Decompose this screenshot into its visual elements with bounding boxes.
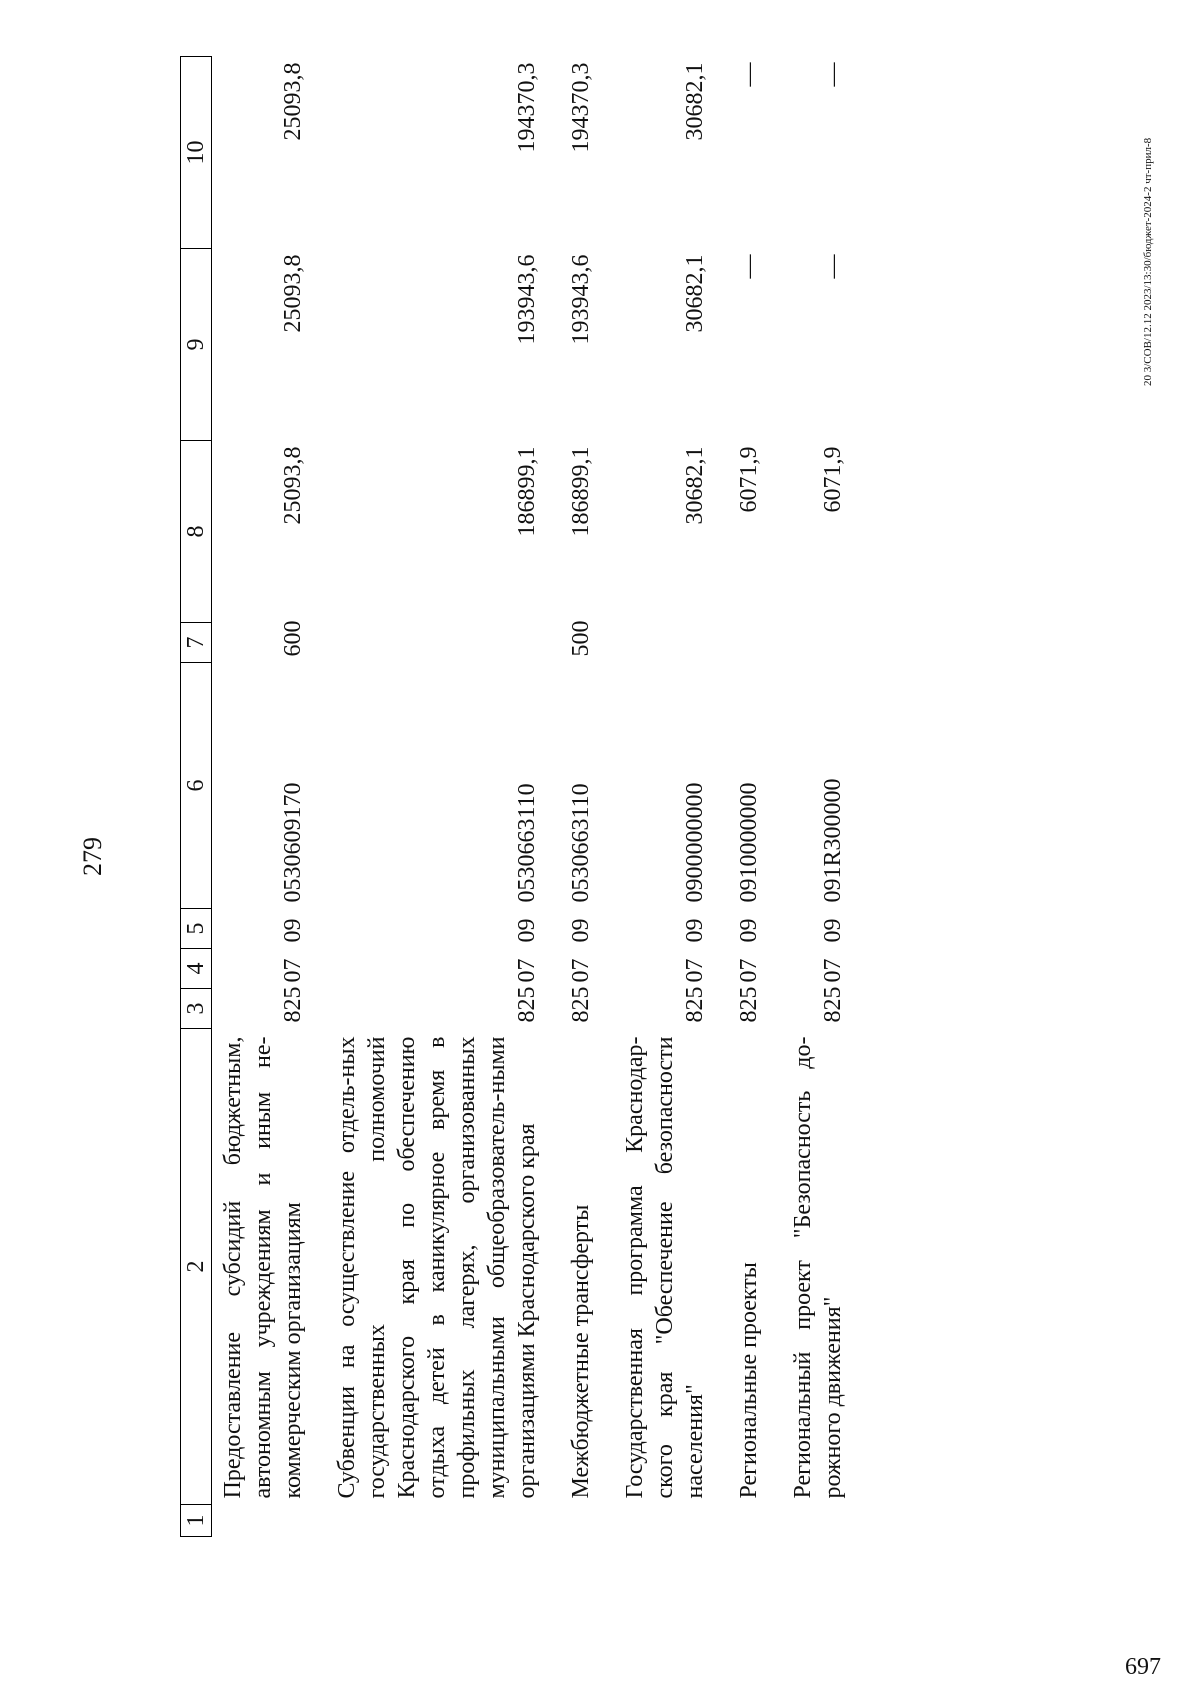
column-header: 6 — [181, 663, 212, 909]
table-row — [542, 57, 596, 1537]
cell-amount-3: 30682,1 — [682, 62, 708, 141]
cell-subsection: 09 — [568, 918, 594, 943]
budget-table — [180, 56, 848, 1537]
cell-expense-type — [596, 623, 710, 663]
cell-subsection: 09 — [736, 918, 762, 943]
cell-target-article: 0910000000 — [736, 782, 762, 903]
cell-amount-1: 6071,9 — [736, 446, 762, 513]
cell-target-article: 0530663110 — [514, 783, 540, 903]
cell-section: 07 — [280, 958, 306, 983]
cell-ministry: 825 — [568, 986, 594, 1023]
column-header: 5 — [181, 909, 212, 949]
column-header: 9 — [181, 249, 212, 441]
cell-target-article: 0530663110 — [568, 783, 594, 903]
cell-amount-2: 193943,6 — [514, 254, 540, 345]
row-name: Региональный проект "Безопасность до-рожного движения" — [790, 1036, 846, 1499]
cell-section: 07 — [568, 958, 594, 983]
column-header: 4 — [181, 949, 212, 989]
cell-ministry: 825 — [280, 986, 306, 1023]
cell-ministry: 825 — [736, 986, 762, 1023]
table-row — [308, 57, 542, 1537]
cell-amount-2: 193943,6 — [568, 254, 594, 345]
cell-expense-type: 500 — [568, 620, 594, 657]
cell-expense-type: 600 — [280, 620, 306, 657]
row-name: Субвенции на осуществление отдель-ных государственных полномочий Краснодарского края по обеспечению отдыха детей в каникулярное время в профильных лагерях, организованных муниципальными общеобразователь-ными организациями Краснодарского края — [334, 1036, 540, 1499]
cell-section: 07 — [736, 958, 762, 983]
cell-expense-type — [308, 623, 542, 663]
cell-amount-2: 25093,8 — [280, 254, 306, 333]
cell-amount-2: — — [820, 254, 846, 279]
column-header: 10 — [181, 57, 212, 249]
row-name: Предоставление субсидий бюджетным, автономным учреждениям и иным не-коммерческим организациям — [220, 1036, 306, 1499]
cell-amount-1: 6071,9 — [820, 446, 846, 513]
cell-target-article: 0530609170 — [280, 782, 306, 903]
page-number: 279 — [78, 837, 107, 876]
cell-expense-type — [764, 623, 848, 663]
column-header: 1 — [181, 1505, 212, 1537]
cell-ministry: 825 — [514, 986, 540, 1023]
column-header: 3 — [181, 989, 212, 1029]
table-row — [710, 57, 764, 1537]
cell-section: 07 — [514, 958, 540, 983]
row-name: Региональные проекты — [736, 1262, 762, 1499]
row-name: Государственная программа Краснодар-ского края "Обеспечение безопасности населения" — [622, 1036, 708, 1499]
cell-subsection: 09 — [280, 918, 306, 943]
column-header: 2 — [181, 1029, 212, 1505]
cell-amount-3: 194370,3 — [568, 62, 594, 153]
cell-expense-type — [710, 623, 764, 663]
header-row — [181, 57, 212, 1537]
footer-line: 20 3/СОВ/12.12 2023/13:30/бюджет-2024-2 чт-прил-8 — [1142, 137, 1154, 386]
table-row — [764, 57, 848, 1537]
cell-target-article: 0900000000 — [682, 782, 708, 903]
cell-amount-3: 25093,8 — [280, 62, 306, 141]
cell-subsection: 09 — [820, 918, 846, 943]
table-row — [212, 57, 309, 1537]
cell-amount-1: 30682,1 — [682, 446, 708, 525]
column-header: 8 — [181, 441, 212, 623]
cell-amount-2: 30682,1 — [682, 254, 708, 333]
cell-subsection: 09 — [682, 918, 708, 943]
cell-amount-3: 194370,3 — [514, 62, 540, 153]
row-name: Межбюджетные трансферты — [568, 1204, 594, 1499]
column-header: 7 — [181, 623, 212, 663]
cell-amount-3: — — [820, 62, 846, 87]
cell-section: 07 — [682, 958, 708, 983]
cell-subsection: 09 — [514, 918, 540, 943]
cell-amount-1: 186899,1 — [568, 446, 594, 537]
cell-amount-2: — — [736, 254, 762, 279]
cell-amount-3: — — [736, 62, 762, 87]
cell-amount-1: 186899,1 — [514, 446, 540, 537]
cell-amount-1: 25093,8 — [280, 446, 306, 525]
cell-target-article: 091R300000 — [820, 778, 846, 903]
cell-ministry: 825 — [820, 986, 846, 1023]
table-row — [596, 57, 710, 1537]
cell-ministry: 825 — [682, 986, 708, 1023]
sheet-number: 697 — [1125, 1654, 1161, 1680]
cell-section: 07 — [820, 958, 846, 983]
